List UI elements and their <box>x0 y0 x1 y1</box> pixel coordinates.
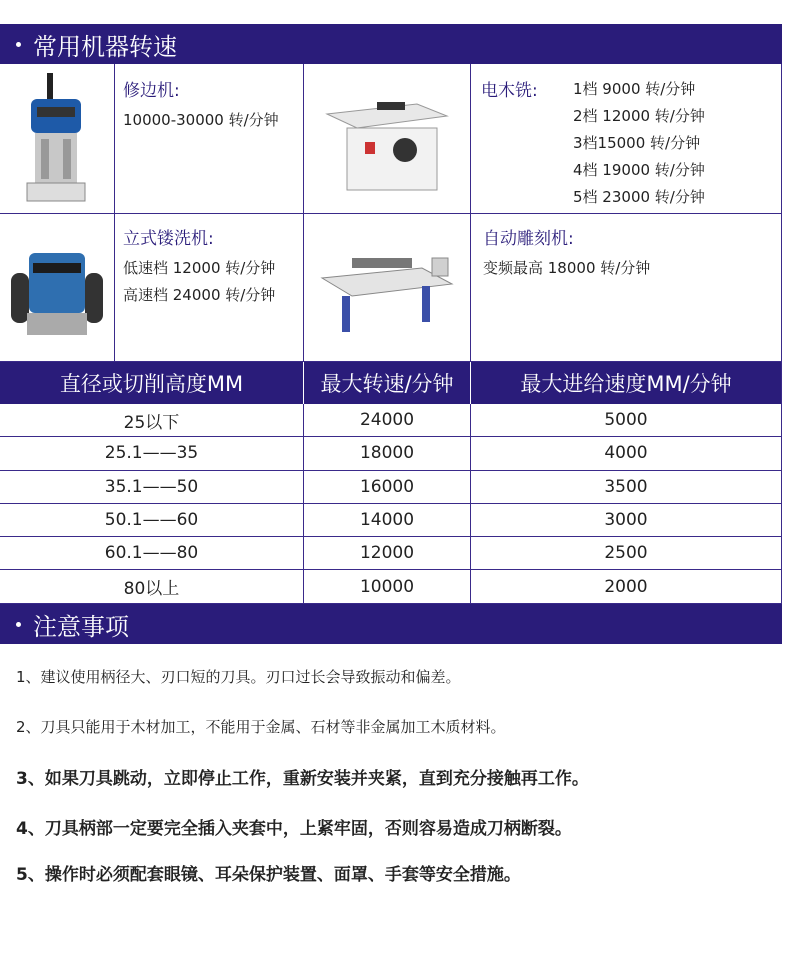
table-cell: 35.1——50 <box>104 476 199 497</box>
cnc-engraver-image <box>304 214 471 362</box>
table-cell: 3500 <box>470 471 782 503</box>
table-header <box>0 362 782 404</box>
table-row <box>0 437 782 470</box>
machine-grid <box>0 64 782 362</box>
table-cell: 25.1——35 <box>104 443 199 464</box>
machine-card-trimmer <box>115 64 304 214</box>
table-cell: 5000 <box>470 404 782 436</box>
table-row <box>0 404 782 437</box>
note-item: 5、操作时必须配套眼镜、耳朵保护装置、面罩、手套等安全措施。 <box>16 865 521 885</box>
column-header: 最大转速/分钟 <box>303 362 470 404</box>
table-cell: 14000 <box>303 504 470 536</box>
section-banner-machine-speeds <box>0 24 782 64</box>
plunge-router-image <box>0 214 115 362</box>
table-cell: 25以下 <box>123 412 180 433</box>
section-banner-notes <box>0 604 782 644</box>
machine-spec: 1档 9000 转/分钟 <box>573 80 696 98</box>
table-cell: 16000 <box>303 471 470 503</box>
table-cell: 2500 <box>470 537 782 569</box>
table-cell: 24000 <box>303 404 470 436</box>
speed-table <box>0 362 782 604</box>
table-cell: 50.1——60 <box>104 510 199 531</box>
note-item: 4、刀具柄部一定要完全插入夹套中，上紧牢固，否则容易造成刀柄断裂。 <box>16 819 572 839</box>
note-item: 1、建议使用柄径大、刃口短的刀具。刃口过长会导致振动和偏差。 <box>16 668 461 686</box>
note-item: 2、刀具只能用于木材加工，不能用于金属、石材等非金属加工木质材料。 <box>16 718 506 736</box>
column-header: 最大进给速度MM/分钟 <box>470 362 782 404</box>
note-item: 3、如果刀具跳动，立即停止工作，重新安装并夹紧，直到充分接触再工作。 <box>16 769 589 789</box>
machine-spec: 4档 19000 转/分钟 <box>573 161 705 179</box>
machine-spec: 10000-30000 转/分钟 <box>123 111 279 129</box>
table-row <box>0 570 782 603</box>
machine-card-cnc-engraver <box>471 214 782 362</box>
shaper-image <box>304 64 471 214</box>
table-cell: 60.1——80 <box>104 543 199 564</box>
column-header: 直径或切削高度MM <box>59 372 244 396</box>
table-cell: 3000 <box>470 504 782 536</box>
machine-name: 修边机: <box>123 81 180 101</box>
machine-spec: 低速档 12000 转/分钟 <box>123 259 276 277</box>
bullet-dot <box>16 622 21 627</box>
machine-card-plunge-router <box>115 214 304 362</box>
table-cell: 10000 <box>303 570 470 602</box>
machine-spec: 5档 23000 转/分钟 <box>573 188 705 206</box>
table-cell: 4000 <box>470 437 782 469</box>
table-cell: 18000 <box>303 437 470 469</box>
machine-name: 电木铣: <box>481 81 538 101</box>
table-row <box>0 537 782 570</box>
bullet-dot <box>16 42 21 47</box>
table-cell: 80以上 <box>123 579 180 600</box>
table-row <box>0 471 782 504</box>
section-title: 常用机器转速 <box>33 32 177 61</box>
trimmer-image <box>0 64 115 214</box>
machine-name: 自动雕刻机: <box>483 229 574 249</box>
machine-name: 立式镂洗机: <box>123 229 214 249</box>
table-cell: 2000 <box>470 570 782 602</box>
table-row <box>0 504 782 537</box>
machine-spec: 3档15000 转/分钟 <box>573 134 701 152</box>
machine-spec: 变频最高 18000 转/分钟 <box>483 259 651 277</box>
machine-spec: 高速档 24000 转/分钟 <box>123 286 276 304</box>
machine-spec: 2档 12000 转/分钟 <box>573 107 705 125</box>
table-cell: 12000 <box>303 537 470 569</box>
section-title: 注意事项 <box>33 612 129 641</box>
machine-card-router <box>471 64 782 214</box>
